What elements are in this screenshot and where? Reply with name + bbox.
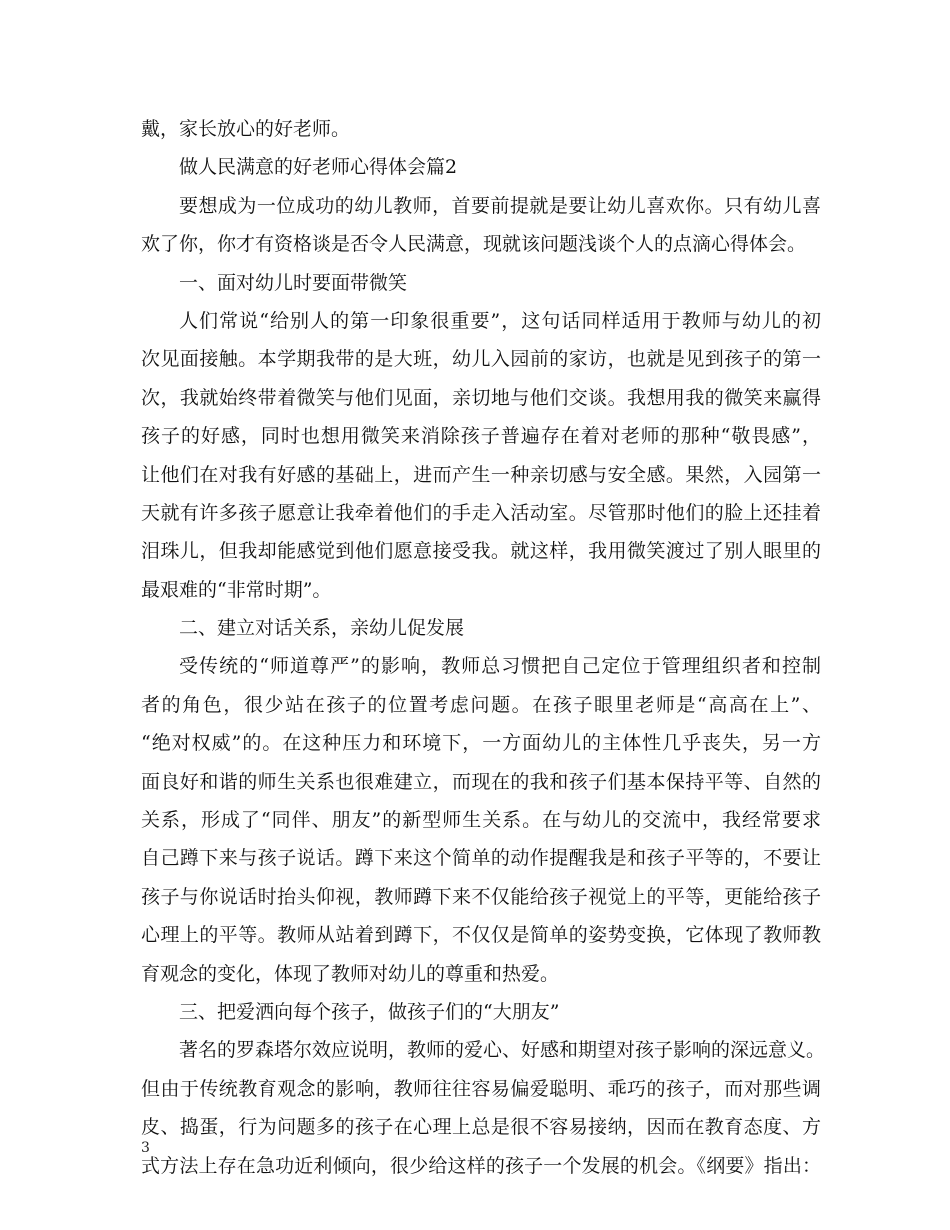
section-heading: 做人民满意的好老师心得体会篇2 [179,156,458,179]
text-line: 心理上的平等。教师从站着到蹲下，不仅仅是简单的姿势变换，它体现了教师教 [141,924,821,947]
text-line: 欢了你，你才有资格谈是否令人民满意，现就该问题浅谈个人的点滴心得体会。 [141,233,807,256]
text-line: 天就有许多孩子愿意让我牵着他们的手走入活动室。尽管那时他们的脸上还挂着 [141,501,821,524]
document-body [141,110,826,1185]
text-line: 次，我就始终带着微笑与他们见面，亲切地与他们交谈。我想用我的微笑来赢得 [141,386,821,409]
subsection-heading: 二、建立对话关系，亲幼儿促发展 [179,617,465,640]
text-line: 人们常说“给别人的第一印象很重要”，这句话同样适用于教师与幼儿的初 [179,309,821,332]
text-line: 式方法上存在急功近利倾向，很少给这样的孩子一个发展的机会。《纲要》指出： [141,1154,821,1177]
page-number: 3 [141,1140,150,1156]
text-line: 育观念的变化，体现了教师对幼儿的尊重和热爱。 [141,962,560,985]
text-line: 自己蹲下来与孩子说话。蹲下来这个简单的动作提醒我是和孩子平等的，不要让 [141,847,821,870]
text-line: 最艰难的“非常时期”。 [141,578,332,601]
text-line: 孩子的好感，同时也想用微笑来消除孩子普遍存在着对老师的那种“敬畏感”， [141,425,821,448]
text-line: 孩子与你说话时抬头仰视，教师蹲下来不仅能给孩子视觉上的平等，更能给孩子 [141,885,821,908]
subsection-heading: 三、把爱洒向每个孩子，做孩子们的“大朋友” [179,1000,560,1023]
text-line: 者的角色，很少站在孩子的位置考虑问题。在孩子眼里老师是“高高在上”、 [141,693,821,716]
text-line: 泪珠儿，但我却能感觉到他们愿意接受我。就这样，我用微笑渡过了别人眼里的 [141,540,821,563]
text-line: 受传统的“师道尊严”的影响，教师总习惯把自己定位于管理组织者和控制 [179,655,821,678]
text-line: 次见面接触。本学期我带的是大班，幼儿入园前的家访，也就是见到孩子的第一 [141,348,821,371]
text-line: 面良好和谐的师生关系也很难建立，而现在的我和孩子们基本保持平等、自然的 [141,770,821,793]
subsection-heading: 一、面对幼儿时要面带微笑 [179,271,408,294]
text-line: 让他们在对我有好感的基础上，进而产生一种亲切感与安全感。果然，入园第一 [141,463,821,486]
text-line: 著名的罗森塔尔效应说明，教师的爱心、好感和期望对孩子影响的深远意义。 [179,1039,826,1062]
text-line: 戴，家长放心的好老师。 [141,118,351,140]
text-line: 关系，形成了“同伴、朋友”的新型师生关系。在与幼儿的交流中，我经常要求 [141,809,821,832]
text-line: 要想成为一位成功的幼儿教师，首要前提就是要让幼儿喜欢你。只有幼儿喜 [179,194,821,217]
text-line: 皮、捣蛋，行为问题多的孩子在心理上总是很不容易接纳，因而在教育态度、方 [141,1116,821,1139]
text-line: 但由于传统教育观念的影响，教师往往容易偏爱聪明、乖巧的孩子，而对那些调 [141,1077,821,1100]
text-line: “绝对权威”的。在这种压力和环境下，一方面幼儿的主体性几乎丧失，另一方 [141,732,821,755]
